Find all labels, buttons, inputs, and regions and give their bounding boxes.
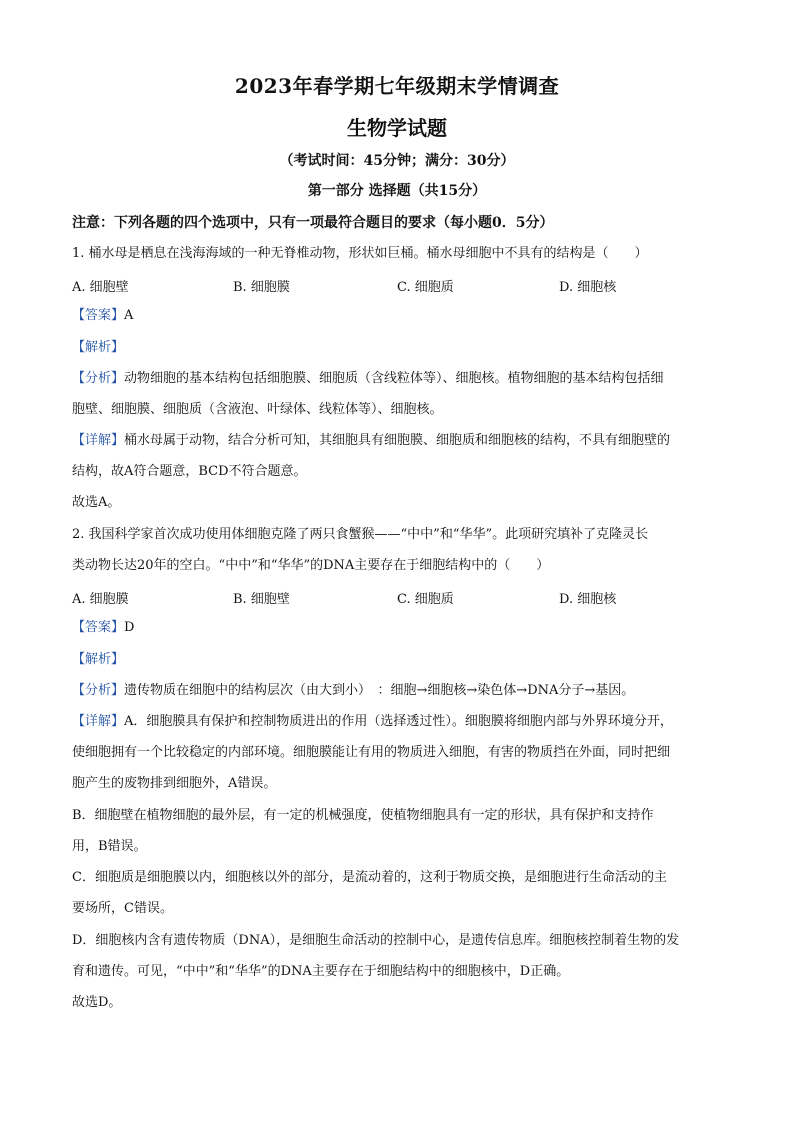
q1-option-b: B. 细胞膜 <box>233 280 290 295</box>
fenxi-text: 动物细胞的基本结构包括细胞膜、细胞质（含线粒体等）、细胞核。植物细胞的基本结构包括细 <box>124 371 664 386</box>
q2-answer <box>72 619 732 637</box>
fenxi-tag: 【分析】 <box>72 683 125 698</box>
q1-stem: 1. 桶水母是栖息在浅海海域的一种无脊椎动物，形状如巨桶。桶水母细胞中不具有的结构是（ ） <box>72 246 648 261</box>
q2-option-c-analysis-2: 要场所，C错误。 <box>72 901 173 916</box>
q2-option-c: C. 细胞质 <box>397 592 454 607</box>
q2-xiangjie-line-2: 使细胞拥有一个比较稳定的内部环境。细胞膜能让有用的物质进入细胞，有害的物质挡在外面，同时把细 <box>72 745 671 760</box>
q1-option-d: D. 细胞核 <box>559 280 617 295</box>
q1-fenxi-line-2: 胞壁、细胞膜、细胞质（含液泡、叶绿体、线粒体等）、细胞核。 <box>72 402 443 417</box>
q2-option-b-analysis-1: B．细胞壁在植物细胞的最外层，有一定的机械强度，使植物细胞具有一定的形状，具有保护和支持作 <box>72 808 654 823</box>
q1-option-c: C. 细胞质 <box>397 280 454 295</box>
q1-fenxi-line <box>72 370 732 388</box>
q2-conclusion: 故选D。 <box>72 995 122 1010</box>
section-heading: 第一部分 选择题（共15分） <box>307 183 487 199</box>
xiangjie-tag: 【详解】 <box>72 433 125 448</box>
q2-jiexi <box>72 651 732 669</box>
notice: 注意：下列各题的四个选项中，只有一项最符合题目的要求（每小题0．5分） <box>72 215 554 231</box>
q2-option-b-analysis-2: 用，B错误。 <box>72 839 147 854</box>
jiexi-tag: 【解析】 <box>72 652 125 667</box>
q2-fenxi-line <box>72 682 732 700</box>
exam-title: 2023年春学期七年级期末学情调查 <box>234 74 560 98</box>
answer-value: A <box>124 308 134 323</box>
answer-tag: 【答案】 <box>72 308 125 323</box>
fenxi-text: 遗传物质在细胞中的结构层次（由大到小） ：细胞→细胞核→染色体→DNA分子→基因。 <box>124 683 635 698</box>
exam-info: （考试时间：45分钟；满分：30分） <box>279 153 515 169</box>
q2-option-b: B. 细胞壁 <box>233 592 290 607</box>
xiangjie-text: A．细胞膜具有保护和控制物质进出的作用（选择透过性）。细胞膜将细胞内部与外界环境分开， <box>124 714 673 729</box>
q2-option-c-analysis-1: C．细胞质是细胞膜以内，细胞核以外的部分，是流动着的，这利于物质交换，是细胞进行生命活动的主 <box>72 870 667 885</box>
q2-option-d-analysis-1: D．细胞核内含有遗传物质（DNA），是细胞生命活动的控制中心，是遗传信息库。细胞核控制着生物的发 <box>72 933 680 948</box>
q1-conclusion: 故选A。 <box>72 495 121 510</box>
q1-xiangjie-line <box>72 432 732 450</box>
q2-option-d: D. 细胞核 <box>559 592 617 607</box>
q2-option-d-analysis-2: 育和遗传。可见，“中中”和“华华”的DNA主要存在于细胞结构中的细胞核中，D正确。 <box>72 964 570 979</box>
q1-jiexi <box>72 339 732 357</box>
answer-tag: 【答案】 <box>72 620 125 635</box>
xiangjie-tag: 【详解】 <box>72 714 125 729</box>
subject-title: 生物学试题 <box>347 116 447 140</box>
q2-xiangjie-line <box>72 713 732 731</box>
q2-stem-line-1: 2. 我国科学家首次成功使用体细胞克隆了两只食蟹猴——“中中”和“华华”。此项研究填补了克隆灵长 <box>72 527 649 542</box>
q1-xiangjie-line-2: 结构，故A符合题意，BCD不符合题意。 <box>72 464 307 479</box>
q1-answer <box>72 307 732 325</box>
xiangjie-text: 桶水母属于动物，结合分析可知，其细胞具有细胞膜、细胞质和细胞核的结构，不具有细胞壁的 <box>124 433 671 448</box>
q2-stem-line-2: 类动物长达20年的空白。“中中”和“华华”的DNA主要存在于细胞结构中的（ ） <box>72 558 550 573</box>
answer-value: D <box>124 620 135 635</box>
q2-option-a: A. 细胞膜 <box>72 592 129 607</box>
fenxi-tag: 【分析】 <box>72 371 125 386</box>
q1-option-a: A. 细胞壁 <box>72 280 129 295</box>
jiexi-tag: 【解析】 <box>72 340 125 355</box>
q2-xiangjie-line-3: 胞产生的废物排到细胞外，A错误。 <box>72 776 277 791</box>
